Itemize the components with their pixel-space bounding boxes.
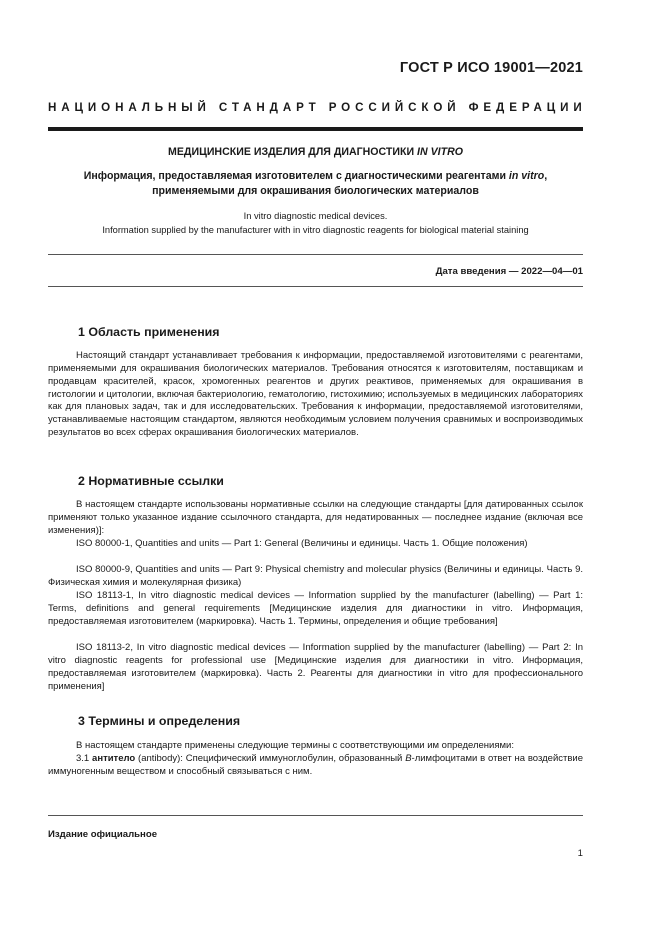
- term-number: 3.1: [76, 753, 93, 764]
- title-text: МЕДИЦИНСКИЕ ИЗДЕЛИЯ ДЛЯ ДИАГНОСТИКИ: [168, 146, 418, 158]
- document-subtitle: [60, 169, 571, 199]
- term-antibody: [48, 753, 583, 779]
- national-standard-heading: НАЦИОНАЛЬНЫЙ СТАНДАРТ РОССИЙСКОЙ ФЕДЕРАЦИИ: [48, 101, 587, 114]
- section-1-paragraph: Настоящий стандарт устанавливает требования к информации, предоставляемой изготовителями с реагентами, применяемыми для окрашивания биологических материалов. Требования относятся к изготовителям, поставщикам и продавцам красителей, красок, хромогенных реагентов и других реактивов, применяемых для окрашивания в гистологии и цитологии, включая бактериологию, гематологию, гистохимию; используемых в медицинских лабораториях как для плановых задач, так и для исследовательских. Требования к информации, предоставляемой изготовителями, устанавливаемые настоящим стандартом, являются необходимым условием получения сравнимых и воспроизводимых результатов во всех сферах окрашивания биологических материалов.: [48, 350, 583, 439]
- term-definition-start: (antibody): Специфический иммуноглобулин, образованный: [135, 753, 406, 764]
- title-divider: [48, 254, 583, 255]
- title-italic: IN VITRO: [417, 146, 463, 158]
- official-edition-label: Издание официальное: [48, 829, 158, 840]
- english-title-line1: In vitro diagnostic medical devices.: [243, 211, 388, 221]
- term-definition-end: -лимфоцитами в ответ на воздействие иммуногенным веществом и способный связываться с ним.: [48, 753, 583, 777]
- english-title: [48, 210, 583, 237]
- section-3-intro: В настоящем стандарте применены следующие термины с соответствующими им определениями:: [76, 740, 514, 751]
- reference-iso-80000-9: ISO 80000-9, Quantities and units — Part 9: Physical chemistry and molecular physics (Величины и единицы. Часть 9. Физическая химия и молекулярная физика): [48, 564, 583, 588]
- section-1-title: 1 Область применения: [78, 325, 220, 339]
- date-divider: [48, 286, 583, 287]
- subtitle-line1: Информация, предоставляемая изготовителем с диагностическими реагентами: [83, 170, 509, 182]
- reference-iso-80000-1: ISO 80000-1, Quantities and units — Part 1: General (Величины и единицы. Часть 1. Общие положения): [76, 538, 528, 549]
- subtitle-italic: in vitro: [508, 170, 545, 182]
- section-2-intro: В настоящем стандарте использованы нормативные ссылки на следующие стандарты [для датированных ссылок применяют только указанное издание ссылочного стандарта, для недатированных — последнее издание (включая все изменения)]:: [48, 499, 583, 536]
- document-title: [48, 146, 583, 158]
- english-title-line2: Information supplied by the manufacturer with in vitro diagnostic reagents for biological material staining: [102, 224, 529, 235]
- footer-divider: [48, 815, 583, 816]
- page-number: 1: [577, 848, 583, 859]
- term-name: антитело: [92, 753, 136, 764]
- subtitle-comma: ,: [544, 170, 548, 182]
- reference-iso-18113-2: ISO 18113-2, In vitro diagnostic medical devices — Information supplied by the manufacturer (labelling) — Part 2: In vitro diagnostic reagents for professional use [Медицинские изделия для диагностики in vitro. Информация, предоставляемая изготовителем (маркировка). Часть 2. Реагенты для диагностики in vitro для профессионального применения]: [48, 642, 583, 692]
- section-2-title: 2 Нормативные ссылки: [78, 474, 224, 488]
- subtitle-line2: применяемыми для окрашивания биологических материалов: [152, 185, 479, 197]
- header-divider: [48, 127, 583, 131]
- document-code: ГОСТ Р ИСО 19001—2021: [399, 60, 583, 76]
- section-3-title: 3 Термины и определения: [78, 714, 241, 728]
- introduction-date: Дата введения — 2022—04—01: [435, 266, 583, 277]
- reference-iso-18113-1: ISO 18113-1, In vitro diagnostic medical devices — Information supplied by the manufacturer (labelling) — Part 1: Terms, definitions and general requirements [Медицинские изделия для диагностики in vitro. Информация, предоставляемая изготовителем (маркировка). Часть 1. Термины, определения и общие требования]: [48, 590, 583, 627]
- term-definition-italic: B: [405, 753, 412, 764]
